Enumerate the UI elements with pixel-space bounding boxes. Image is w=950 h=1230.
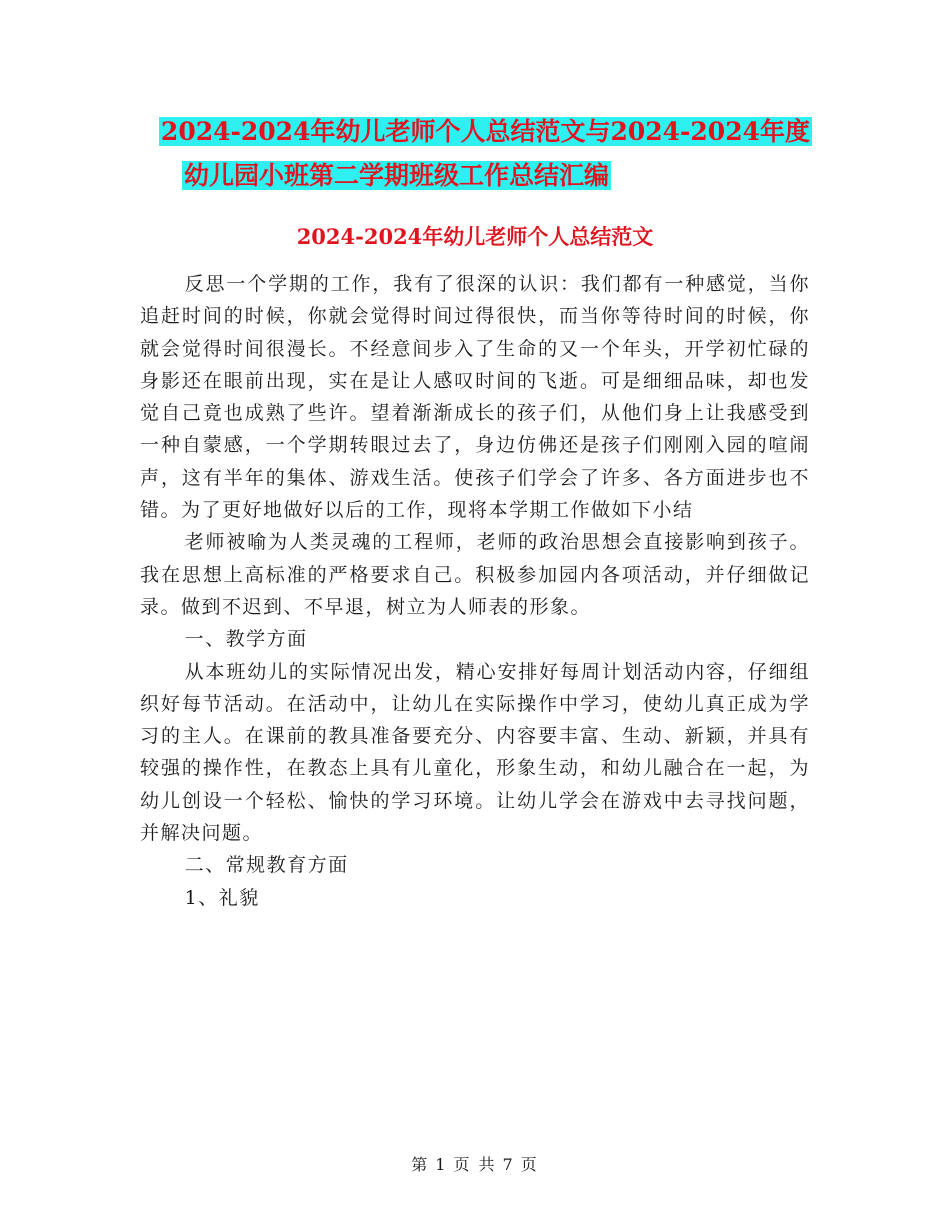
heading-routine-education: 二、常规教育方面 [184,854,349,877]
heading-manners: 1、礼貌 [184,886,260,909]
footer-prefix: 第 [411,1155,430,1174]
paragraph-intro: 反思一个学期的工作，我有了很深的认识：我们都有一种感觉，当你追赶时间的时候，你就会觉得时间过得很快，而当你等待时间的时候，你就会觉得时间很漫长。不经意间步入了生命的又一个年头，开学初忙碌的身影还在眼前出现，实在是让人感叹时间的飞逝。可是细细品味，却也发觉自己竟也成熟了些许。望着渐渐成长的孩子们，从他们身上让我感受到一种自蒙感，一个学期转眼过去了，身边仿佛还是孩子们刚刚入园的喧闹声，这有半年的集体、游戏生活。使孩子们学会了许多、各方面进步也不错。为了更好地做好以后的工作，现将本学期工作做如下小结 [140,273,810,522]
title-highlight: 2024-2024年幼儿老师个人总结范文与2024-2024年度 [160,117,810,146]
document-title [140,110,820,198]
page-footer [0,1152,950,1175]
heading-teaching: 一、教学方面 [184,628,308,651]
paragraph-teacher-role: 老师被喻为人类灵魂的工程师，老师的政治思想会直接影响到孩子。我在思想上高标准的严格要求自己。积极参加园内各项活动，并仔细做记录。做到不迟到、不早退，树立为人师表的形象。 [140,531,810,618]
body-text [140,268,810,914]
footer-page-number: 1 [435,1155,448,1174]
document-title-line-1 [140,110,820,154]
footer-middle: 页 共 [453,1155,497,1174]
title-highlight: 幼儿园小班第二学期班级工作总结汇编 [184,161,610,190]
footer-suffix: 页 [520,1155,539,1174]
document-title-line-2 [140,154,820,198]
footer-total-pages: 7 [502,1155,515,1174]
section-title: 2024-2024年幼儿老师个人总结范文 [296,224,654,249]
paragraph-teaching: 从本班幼儿的实际情况出发，精心安排好每周计划活动内容，仔细组织好每节活动。在活动中，让幼儿在实际操作中学习，使幼儿真正成为学习的主人。在课前的教具准备要充分、内容要丰富、生动、新颖，并具有较强的操作性，在教态上具有儿童化，形象生动，和幼儿融合在一起，为幼儿创设一个轻松、愉快的学习环境。让幼儿学会在游戏中去寻找问题，并解决问题。 [140,660,810,845]
